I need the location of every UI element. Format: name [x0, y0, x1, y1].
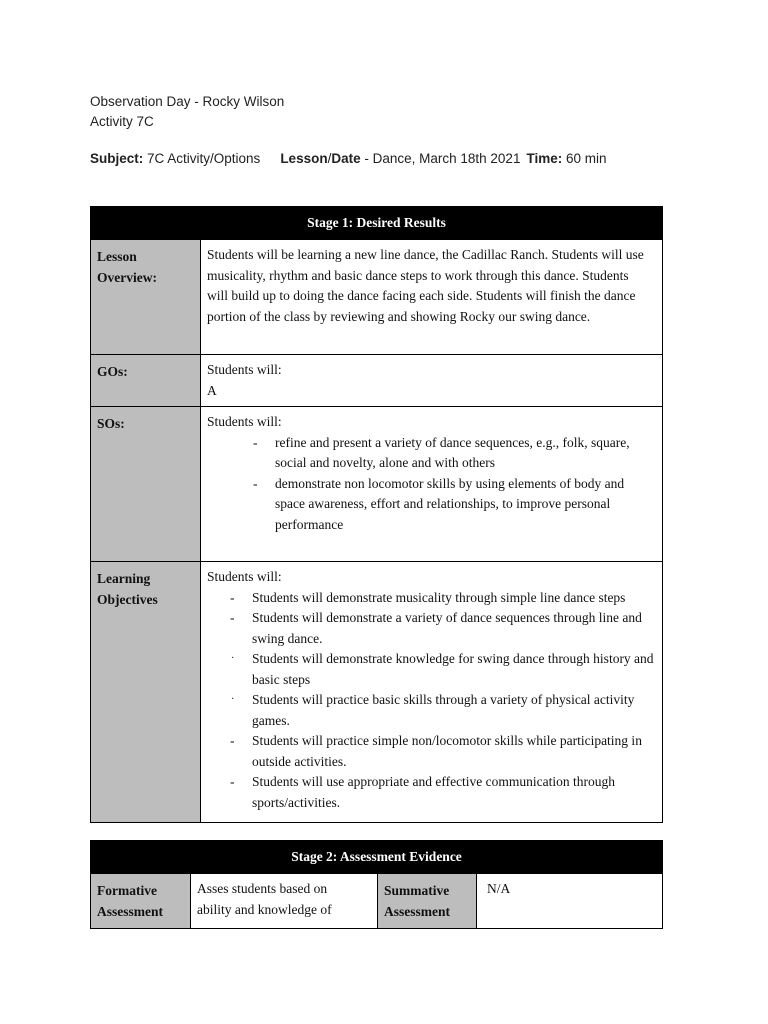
- summative-label: [378, 874, 477, 929]
- summative-label-line1: Summative: [384, 883, 450, 898]
- title-line: Observation Day - Rocky Wilson: [90, 94, 285, 109]
- gos-row: [91, 355, 663, 407]
- doc-title: [90, 92, 284, 112]
- formative-text-line2: ability and knowledge of: [197, 901, 332, 917]
- overview-text: Students will be learning a new line dance, the Cadillac Ranch. Students will use musicality, rhythm and basic dance steps to work through this dance. Students will build up to doing the dance facing each side. Students will finish the dance portion of the class by reviewing and showing Rocky our swing dance.: [207, 247, 644, 324]
- bullet-marker: -: [253, 475, 258, 491]
- summative-label-line2: Assessment: [384, 904, 450, 919]
- list-item: [207, 731, 656, 772]
- lesson-slash: /: [327, 151, 332, 166]
- list-item-text: demonstrate non locomotor skills by using elements of body and space awareness, effort and relationships, to improve personal performance: [275, 475, 625, 532]
- lo-list: [207, 588, 656, 814]
- list-item: [207, 474, 656, 536]
- bullet-marker: -: [253, 434, 258, 450]
- summative-cell: [477, 874, 663, 929]
- list-item: [207, 649, 656, 690]
- bullet-marker: -: [230, 733, 235, 748]
- list-item-text: Students will demonstrate knowledge for swing dance through history and basic steps: [252, 651, 654, 687]
- summative-text: N/A: [487, 881, 511, 896]
- lo-label-line1: Learning: [97, 571, 151, 586]
- overview-label: [91, 240, 201, 355]
- gos-label: GOs:: [91, 355, 201, 407]
- stage2-table: [90, 840, 663, 929]
- subject-value: 7C Activity/Options: [143, 151, 261, 166]
- sos-cell: [201, 407, 663, 562]
- doc-meta-line: [90, 149, 607, 169]
- overview-label-line1: Lesson: [97, 249, 137, 264]
- subject-label: Subject:: [90, 151, 144, 166]
- list-item: [207, 588, 656, 609]
- lo-row: [91, 562, 663, 823]
- formative-label: [91, 874, 191, 929]
- bullet-marker: -: [230, 610, 235, 625]
- sos-label: SOs:: [91, 407, 201, 562]
- lo-cell: [201, 562, 663, 823]
- overview-label-line2: Overview:: [97, 270, 157, 285]
- stage1-title: Stage 1: Desired Results: [91, 207, 663, 240]
- formative-label-line2: Assessment: [97, 904, 163, 919]
- formative-text-line1: Asses students based on: [197, 881, 328, 896]
- bullet-marker: ·: [231, 653, 235, 664]
- bullet-marker: -: [230, 589, 235, 605]
- list-item-text: Students will demonstrate musicality through simple line dance steps: [252, 589, 626, 605]
- list-item: [207, 690, 656, 731]
- list-item-text: Students will demonstrate a variety of dance sequences through line and swing dance.: [252, 610, 642, 646]
- list-item-text: Students will practice basic skills through a variety of physical activity games.: [252, 692, 635, 728]
- list-item-text: Students will use appropriate and effective communication through sports/activities.: [252, 774, 616, 810]
- activity-line: Activity 7C: [90, 114, 154, 129]
- stage1-table: [90, 206, 663, 823]
- assessment-row: [91, 874, 663, 929]
- overview-row: [91, 240, 663, 355]
- list-item: [207, 772, 656, 813]
- lo-label-line2: Objectives: [97, 592, 158, 607]
- list-item: [207, 433, 656, 474]
- lesson-value: - Dance, March 18th 2021: [360, 151, 521, 166]
- gos-lead: Students will:: [207, 362, 282, 377]
- doc-activity: [90, 112, 154, 132]
- gos-value: A: [207, 382, 217, 398]
- lo-lead: Students will:: [207, 569, 282, 584]
- lesson-label: Lesson: [280, 151, 328, 166]
- stage2-title: Stage 2: Assessment Evidence: [91, 841, 663, 874]
- sos-row: [91, 407, 663, 562]
- time-label: Time:: [526, 151, 563, 166]
- sos-list: [207, 433, 656, 536]
- list-item-text: Students will practice simple non/locomotor skills while participating in outside activities.: [252, 733, 642, 769]
- list-item: [207, 608, 656, 649]
- gos-cell: [201, 355, 663, 407]
- sos-lead: Students will:: [207, 414, 282, 429]
- list-item-text: refine and present a variety of dance sequences, e.g., folk, square, social and novelty, alone and with others: [275, 434, 630, 470]
- overview-cell: [201, 240, 663, 355]
- bullet-marker: ·: [231, 694, 235, 705]
- bullet-marker: -: [230, 774, 235, 789]
- time-value: 60 min: [562, 151, 607, 166]
- lo-label: [91, 562, 201, 823]
- formative-label-line1: Formative: [97, 883, 157, 898]
- date-label: Date: [331, 151, 361, 166]
- formative-cell: [191, 874, 378, 929]
